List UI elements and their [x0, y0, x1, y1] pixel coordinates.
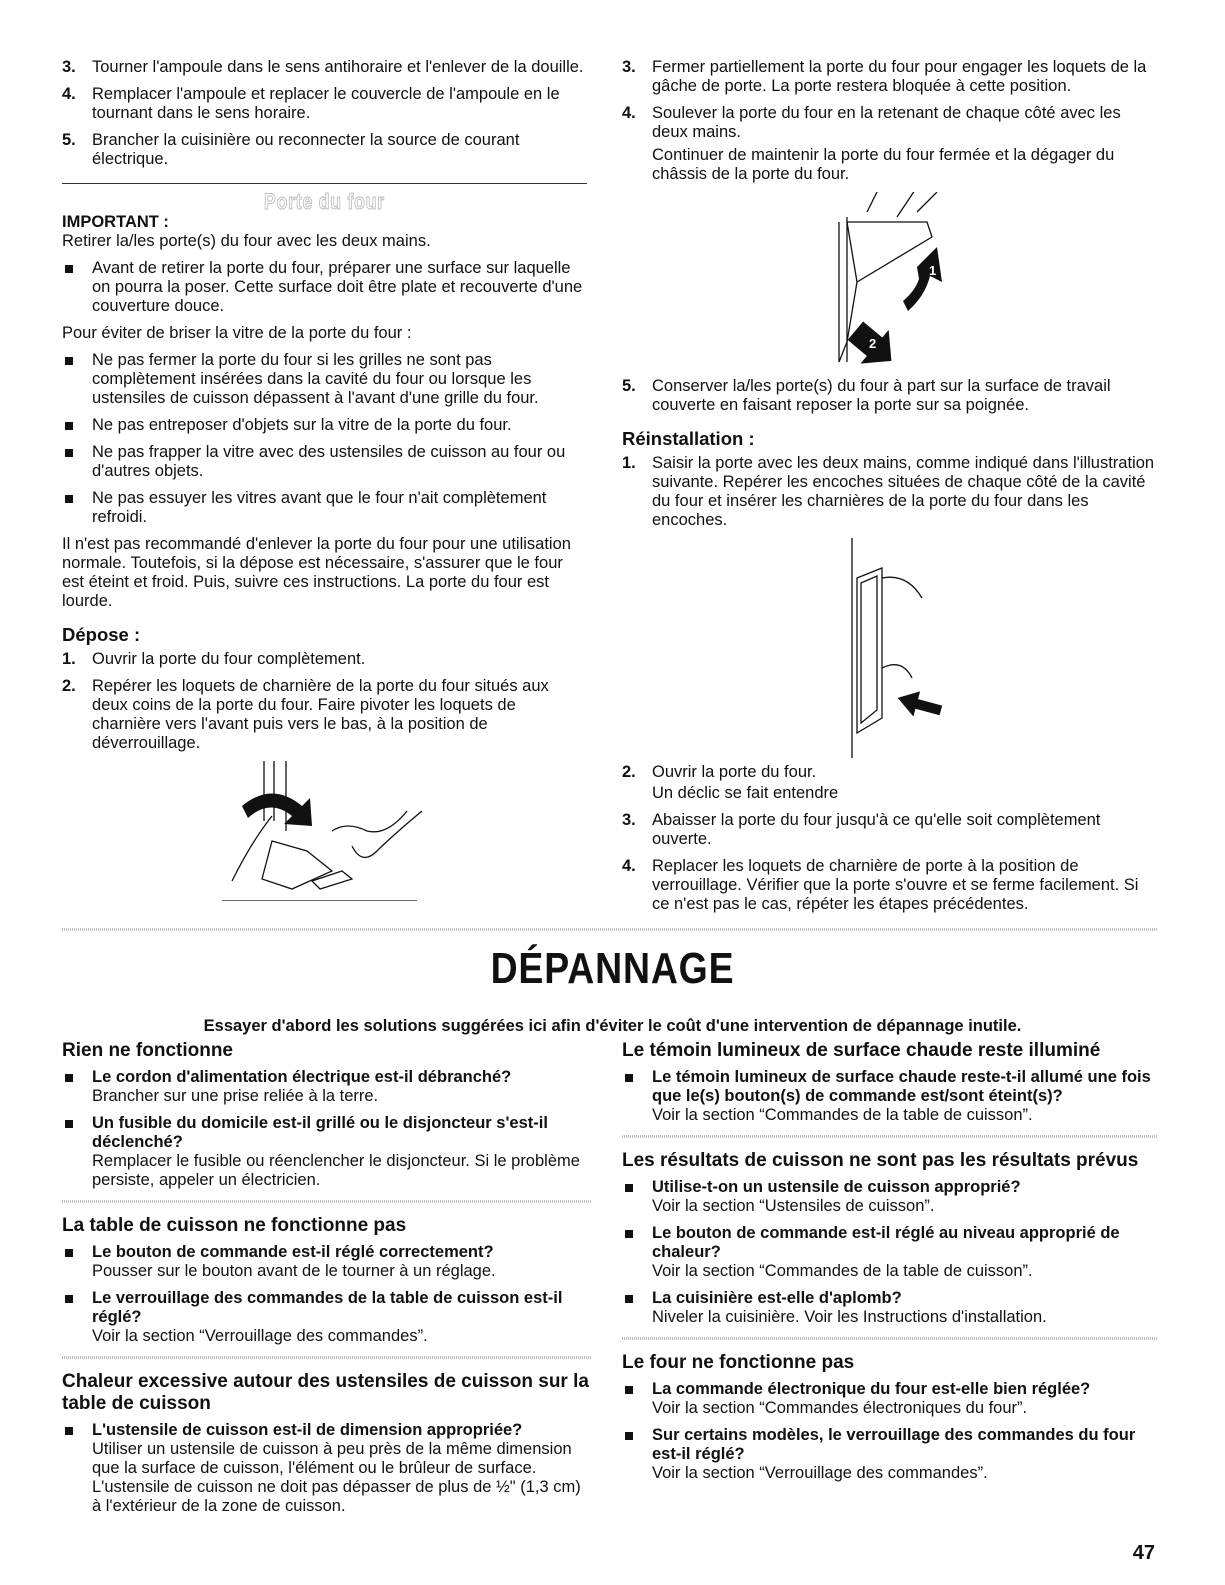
right-column	[622, 58, 1157, 922]
question: L'ustensile de cuisson est-il de dimension appropriée?	[92, 1421, 523, 1439]
step-number: 1.	[622, 454, 636, 472]
problem-item	[622, 1068, 1157, 1125]
step-text: Tourner l'ampoule dans le sens antihoraire et l'enlever de la douille.	[92, 58, 584, 76]
figure-number: 2	[869, 336, 877, 351]
depose-heading: Dépose :	[62, 624, 141, 645]
question: La cuisinière est-elle d'aplomb?	[652, 1289, 902, 1307]
answer: Niveler la cuisinière. Voir les Instructions d'installation.	[652, 1308, 1047, 1326]
question: Utilise-t-on un ustensile de cuisson approprié?	[652, 1178, 1021, 1196]
divider	[62, 1356, 592, 1359]
question: Le témoin lumineux de surface chaude reste-t-il allumé une fois que le(s) bouton(s) de commande est/sont éteint(s)?	[652, 1068, 1151, 1105]
problem-heading: Rien ne fonctionne	[62, 1040, 233, 1061]
step	[622, 377, 1157, 415]
step-text: Fermer partiellement la porte du four pour engager les loquets de la gâche de porte. La porte restera bloquée à cette position.	[652, 58, 1147, 95]
problem-item	[622, 1224, 1157, 1281]
step-number: 5.	[622, 377, 636, 395]
step-note: Un déclic se fait entendre	[652, 784, 839, 802]
troubleshooting-intro: Essayer d'abord les solutions suggérées ici afin d'éviter le coût d'une intervention de dépannage inutile.	[203, 1017, 1022, 1035]
question: Le bouton de commande est-il réglé au niveau approprié de chaleur?	[652, 1224, 1120, 1261]
step-number: 4.	[622, 857, 636, 875]
problem-item	[622, 1426, 1157, 1483]
step-number: 4.	[62, 85, 76, 103]
answer: Utiliser un ustensile de cuisson à peu près de la même dimension que la surface de cuisson, l'élément ou le brûleur de surface. L'ustensile de cuisson ne doit pas dépasser de plus de ½" (1,3 cm) à l'extérieur de la zone de cuisson.	[92, 1440, 581, 1515]
divider	[622, 1135, 1157, 1138]
question: Un fusible du domicile est-il grillé ou le disjoncteur s'est-il déclenché?	[92, 1114, 548, 1151]
answer: Voir la section “Ustensiles de cuisson”.	[652, 1197, 935, 1215]
answer: Voir la section “Verrouillage des commandes”.	[92, 1327, 428, 1345]
problem-item	[62, 1114, 592, 1190]
divider	[62, 1200, 592, 1203]
step	[622, 763, 1157, 782]
step	[622, 454, 1157, 530]
step-number: 4.	[622, 104, 636, 122]
step-text: Saisir la porte avec les deux mains, comme indiqué dans l'illustration suivante. Repérer les encoches situées de chaque côté de la cavité du four et insérer les charnières de la porte du four dans les encoches.	[652, 454, 1155, 529]
step-text: Ouvrir la porte du four.	[652, 763, 817, 781]
step-text: Ouvrir la porte du four complètement.	[92, 650, 366, 668]
troubleshooting-title: DÉPANNAGE	[490, 944, 735, 993]
divider	[622, 1337, 1157, 1340]
problem-item	[62, 1289, 592, 1346]
divider	[62, 183, 587, 184]
problem-heading: La table de cuisson ne fonctionne pas	[62, 1215, 407, 1236]
figure-number: 1	[929, 263, 937, 278]
step-number: 3.	[622, 58, 636, 76]
answer: Brancher sur une prise reliée à la terre.	[92, 1087, 379, 1105]
step	[62, 677, 587, 753]
step-number: 3.	[62, 58, 76, 76]
step	[622, 857, 1157, 914]
reinstall-heading: Réinstallation :	[622, 428, 755, 449]
paragraph: Il n'est pas recommandé d'enlever la porte du four pour une utilisation normale. Toutefois, si la dépose est nécessaire, s'assurer que le four est éteint et froid. Puis, suivre ces instructions. La porte du four est lourde.	[62, 535, 571, 610]
answer: Remplacer le fusible ou réenclencher le disjoncteur. Si le problème persiste, appeler un électricien.	[92, 1152, 580, 1189]
step-number: 2.	[622, 763, 636, 781]
section-title: Porte du four	[264, 189, 385, 214]
step	[62, 58, 587, 77]
problem-item	[622, 1380, 1157, 1418]
bullet-item: Ne pas essuyer les vitres avant que le four n'ait complètement refroidi.	[62, 489, 587, 527]
step-text: Abaisser la porte du four jusqu'à ce qu'elle soit complètement ouverte.	[652, 811, 1101, 848]
answer: Voir la section “Commandes de la table de cuisson”.	[652, 1262, 1033, 1280]
question: Sur certains modèles, le verrouillage des commandes du four est-il réglé?	[652, 1426, 1136, 1463]
question: Le bouton de commande est-il réglé correctement?	[92, 1243, 494, 1261]
step-text: Conserver la/les porte(s) du four à part sur la surface de travail couverte en faisant reposer la porte sur sa poignée.	[652, 377, 1111, 414]
door-reinstall-illustration	[622, 538, 1157, 763]
hinge-latch-illustration	[62, 761, 587, 901]
answer: Pousser sur le bouton avant de le tourner à un réglage.	[92, 1262, 496, 1280]
problem-item	[622, 1178, 1157, 1216]
step	[62, 85, 587, 123]
step-number: 2.	[62, 677, 76, 695]
problem-item	[62, 1068, 592, 1106]
problem-item	[622, 1289, 1157, 1327]
bullet-item: Ne pas frapper la vitre avec des ustensiles de cuisson au four ou d'autres objets.	[62, 443, 587, 481]
step-text: Brancher la cuisinière ou reconnecter la source de courant électrique.	[92, 131, 520, 168]
bullet-item: Ne pas fermer la porte du four si les grilles ne sont pas complètement insérées dans la cavité du four ou lorsque les ustensiles de cuisson dépassent à l'avant d'une grille du four.	[62, 351, 587, 408]
step-text: Remplacer l'ampoule et replacer le couvercle de l'ampoule en le tournant dans le sens horaire.	[92, 85, 560, 122]
question: Le cordon d'alimentation électrique est-il débranché?	[92, 1068, 512, 1086]
step	[62, 131, 587, 169]
problem-item	[62, 1421, 592, 1516]
problem-heading: Le témoin lumineux de surface chaude reste illuminé	[622, 1040, 1101, 1061]
step-number: 5.	[62, 131, 76, 149]
problem-heading: Le four ne fonctionne pas	[622, 1352, 855, 1373]
step-number: 1.	[62, 650, 76, 668]
step-text: Soulever la porte du four en la retenant de chaque côté avec les deux mains.	[652, 104, 1121, 141]
answer: Voir la section “Commandes électroniques du four”.	[652, 1399, 1028, 1417]
left-column	[62, 58, 587, 901]
step	[622, 104, 1157, 142]
troubleshooting-right-column	[622, 1036, 1157, 1491]
question: Le verrouillage des commandes de la table de cuisson est-il réglé?	[92, 1289, 563, 1326]
step-note: Continuer de maintenir la porte du four fermée et la dégager du châssis de la porte du four.	[652, 146, 1115, 183]
answer: Voir la section “Verrouillage des commandes”.	[652, 1464, 988, 1482]
section-separator	[62, 928, 1157, 931]
step	[622, 58, 1157, 96]
question: La commande électronique du four est-elle bien réglée?	[652, 1380, 1091, 1398]
troubleshooting-left-column	[62, 1036, 592, 1524]
step	[62, 650, 587, 669]
problem-heading: Les résultats de cuisson ne sont pas les résultats prévus	[622, 1150, 1139, 1171]
problem-heading: Chaleur excessive autour des ustensiles de cuisson sur la table de cuisson	[62, 1371, 589, 1414]
page-number: 47	[1132, 1542, 1155, 1564]
step-number: 3.	[622, 811, 636, 829]
step	[622, 811, 1157, 849]
bullet-item: Ne pas entreposer d'objets sur la vitre de la porte du four.	[62, 416, 587, 435]
step-text: Replacer les loquets de charnière de porte à la position de verrouillage. Vérifier que la porte s'ouvre et se ferme facilement. Si ce n'est pas le cas, répéter les étapes précédentes.	[652, 857, 1139, 913]
important-label: IMPORTANT :	[62, 213, 169, 231]
bullet-item: Avant de retirer la porte du four, préparer une surface sur laquelle on pourra la poser. Cette surface doit être plate et recouverte d'une couverture douce.	[62, 259, 587, 316]
answer: Voir la section “Commandes de la table de cuisson”.	[652, 1106, 1033, 1124]
door-removal-illustration	[622, 192, 1157, 377]
step-text: Repérer les loquets de charnière de la porte du four situés aux deux coins de la porte du four. Faire pivoter les loquets de charnière vers l'avant puis vers le bas, à la position de déverrouillage.	[92, 677, 549, 752]
important-text: Retirer la/les porte(s) du four avec les deux mains.	[62, 232, 431, 250]
avoid-intro: Pour éviter de briser la vitre de la porte du four :	[62, 324, 412, 342]
problem-item	[62, 1243, 592, 1281]
